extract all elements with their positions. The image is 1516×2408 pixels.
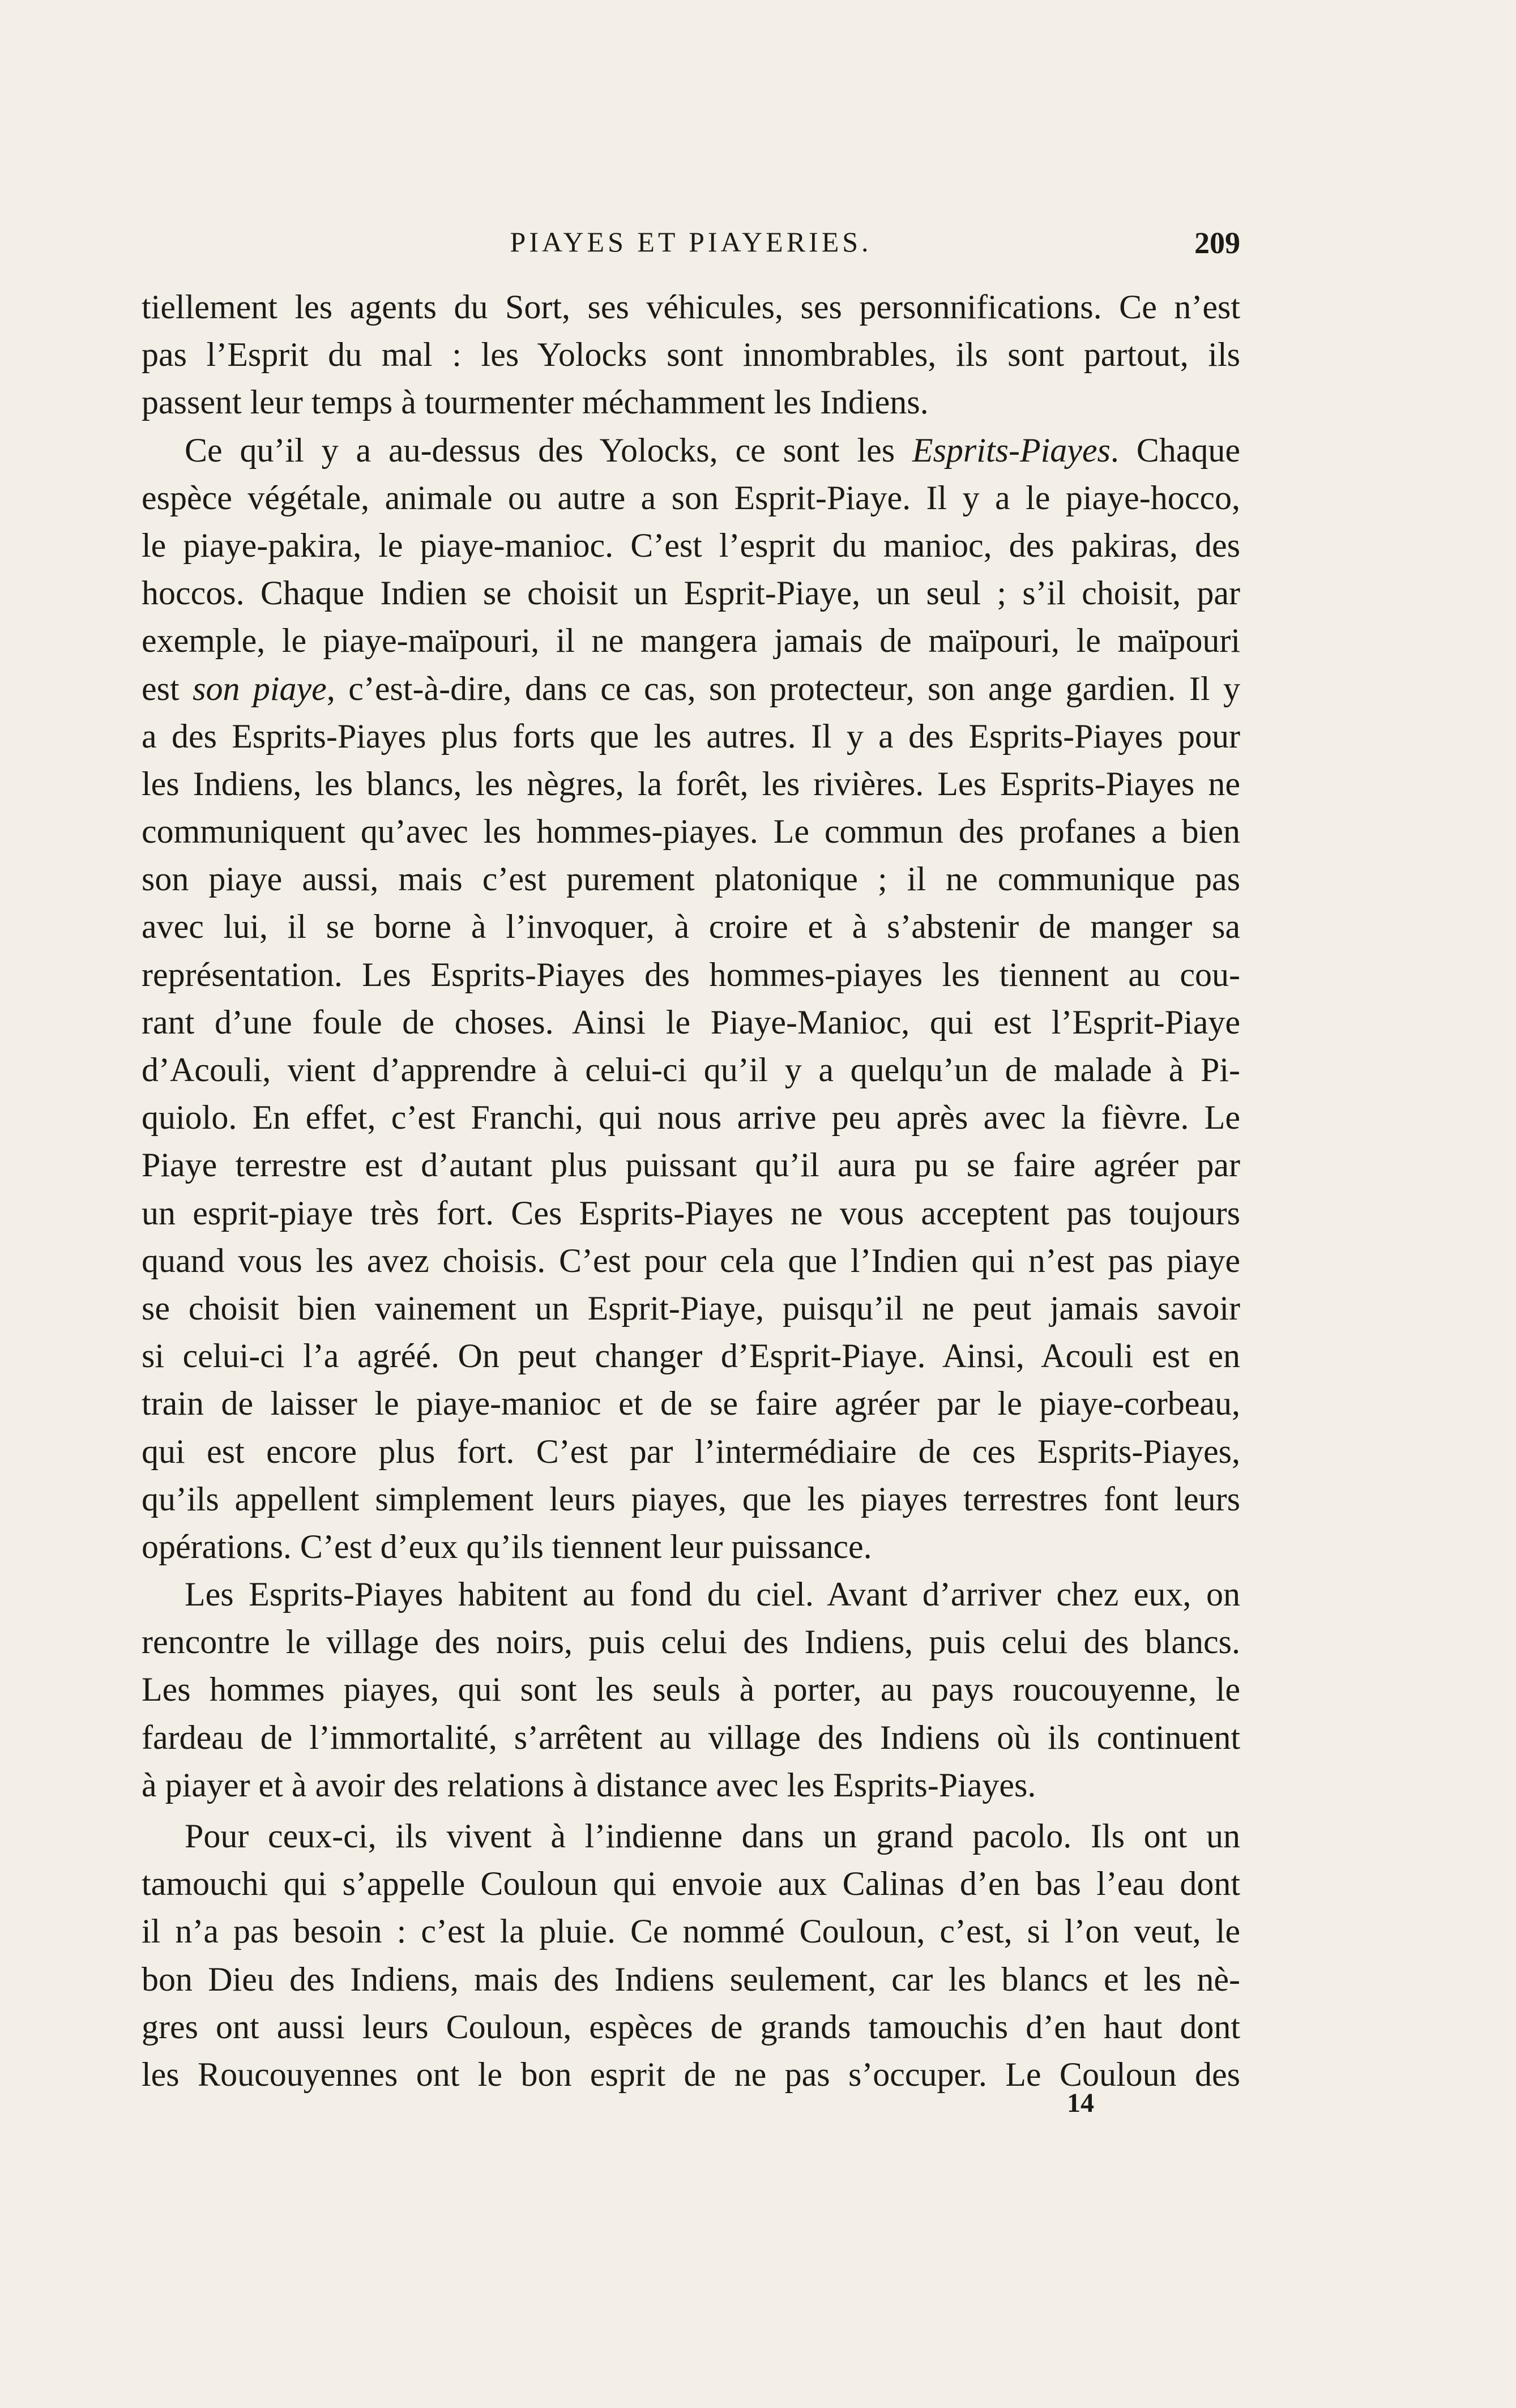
text-line: Piaye terrestre est d’autant plus puissant qu’il aura pu se faire agréer par [142,1146,1240,1184]
text-line: bon Dieu des Indiens, mais des Indiens seulement, car les blancs et les nè- [142,1960,1240,1998]
text-line: Pour ceux-ci, ils vivent à l’indienne dans un grand pacolo. Ils ont un [185,1817,1240,1855]
text-line: son piaye aussi, mais c’est purement platonique ; il ne communique pas [142,860,1240,898]
text-line: à piayer et à avoir des relations à distance avec les Esprits-Piayes. [142,1766,1036,1804]
text-line: avec lui, il se borne à l’invoquer, à croire et à s’abstenir de manger sa [142,908,1240,946]
body-text [142,283,1240,2098]
text-line: passent leur temps à tourmenter méchamment les Indiens. [142,383,929,421]
running-title: PIAYES ET PIAYERIES. [510,226,872,258]
text-line: Ce qu’il y a au-dessus des Yolocks, ce sont les Esprits-Piayes. Chaque [185,431,1240,469]
text-line: quand vous les avez choisis. C’est pour cela que l’Indien qui n’est pas piaye [142,1241,1240,1279]
text-line: le piaye-pakira, le piaye-manioc. C’est l’esprit du manioc, des pakiras, des [142,526,1240,564]
text-line: opérations. C’est d’eux qu’ils tiennent leur puissance. [142,1527,872,1565]
text-line: espèce végétale, animale ou autre a son Esprit-Piaye. Il y a le piaye-hocco, [142,479,1240,516]
text-line: rant d’une foule de choses. Ainsi le Piaye-Manioc, qui est l’Esprit-Piaye [142,1003,1240,1041]
text-line: qui est encore plus fort. C’est par l’intermédiaire de ces Esprits-Piayes, [142,1432,1240,1470]
text-line: il n’a pas besoin : c’est la pluie. Ce nommé Couloun, c’est, si l’on veut, le [142,1912,1240,1950]
text-line: un esprit-piaye très fort. Ces Esprits-Piayes ne vous acceptent pas toujours [142,1194,1240,1232]
text-line: exemple, le piaye-maïpouri, il ne mangera jamais de maïpouri, le maïpouri [142,622,1240,660]
text-line: rencontre le village des noirs, puis celui des Indiens, puis celui des blancs. [142,1623,1240,1661]
text-line: a des Esprits-Piayes plus forts que les autres. Il y a des Esprits-Piayes pour [142,717,1240,755]
text-line: Les Esprits-Piayes habitent au fond du ciel. Avant d’arriver chez eux, on [185,1576,1240,1613]
text-line: communiquent qu’avec les hommes-piayes. Le commun des profanes a bien [142,813,1240,851]
text-line: train de laisser le piaye-manioc et de se faire agréer par le piaye-corbeau, [142,1385,1240,1423]
text-line: hoccos. Chaque Indien se choisit un Esprit-Piaye, un seul ; s’il choisit, par [142,574,1240,612]
page-number: 209 [1194,226,1240,260]
signature-mark: 14 [1067,2088,1094,2118]
text-line: est son piaye, c’est-à-dire, dans ce cas, son protecteur, son ange gardien. Il y [142,669,1240,707]
text-line: Les hommes piayes, qui sont les seuls à porter, au pays roucouyenne, le [142,1671,1240,1709]
text-line: quiolo. En effet, c’est Franchi, qui nous arrive peu après avec la fièvre. Le [142,1099,1240,1137]
text-line: gres ont aussi leurs Couloun, espèces de grands tamouchis d’en haut dont [142,2008,1240,2046]
text-line: les Indiens, les blancs, les nègres, la forêt, les rivières. Les Esprits-Piayes ne [142,765,1240,802]
running-head [142,225,1240,271]
text-line: se choisit bien vainement un Esprit-Piaye, puisqu’il ne peut jamais savoir [142,1289,1240,1327]
text-line: qu’ils appellent simplement leurs piayes, que les piayes terrestres font leurs [142,1480,1240,1518]
text-line: tamouchi qui s’appelle Couloun qui envoie aux Calinas d’en bas l’eau dont [142,1865,1240,1903]
text-line: fardeau de l’immortalité, s’arrêtent au village des Indiens où ils continuent [142,1718,1240,1756]
text-line: représentation. Les Esprits-Piayes des hommes-piayes les tiennent au cou- [142,955,1240,993]
text-line: d’Acouli, vient d’apprendre à celui-ci qu’il y a quelqu’un de malade à Pi- [142,1051,1240,1088]
text-line: pas l’Esprit du mal : les Yolocks sont innombrables, ils sont partout, ils [142,336,1240,374]
text-line: tiellement les agents du Sort, ses véhicules, ses personnifications. Ce n’est [142,288,1240,326]
text-line: si celui-ci l’a agréé. On peut changer d’Esprit-Piaye. Ainsi, Acouli est en [142,1337,1240,1375]
text-line: les Roucouyennes ont le bon esprit de ne pas s’occuper. Le Couloun des [142,2055,1240,2093]
